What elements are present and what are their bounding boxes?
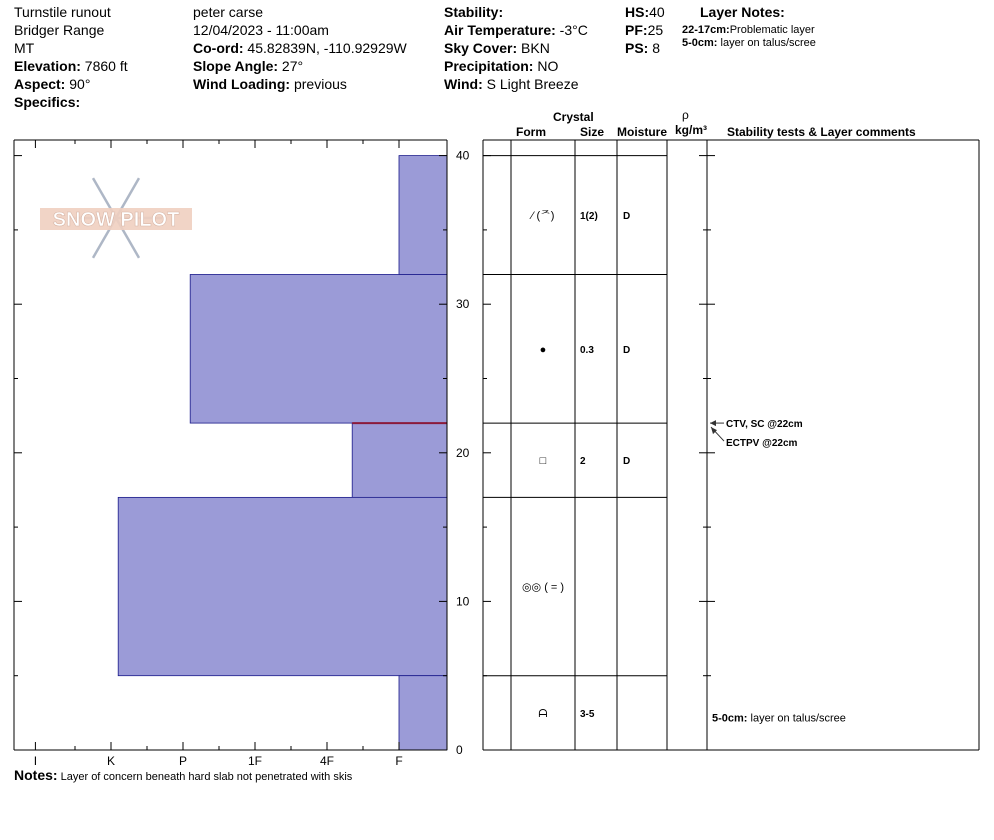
range-name: Bridger Range xyxy=(14,22,105,38)
y-tick-label: 20 xyxy=(456,445,470,460)
x-tick-label: P xyxy=(178,754,188,768)
hs-value: 40 xyxy=(649,4,665,20)
elevation-label: Elevation: xyxy=(14,58,81,74)
slope-value: 27° xyxy=(278,58,304,74)
observer-name: peter carse xyxy=(193,4,264,20)
layer-notes-title: Layer Notes: xyxy=(700,4,785,20)
wind-loading-label: Wind Loading: xyxy=(193,76,291,92)
crystal-header: Crystal xyxy=(553,110,594,124)
grain-size: 3-5 xyxy=(580,708,595,720)
stability-header: Stability tests & Layer comments xyxy=(727,125,916,139)
grain-form-symbol: ◎◎ ( = ) xyxy=(521,581,565,594)
layer-note-2-text: layer on talus/scree xyxy=(717,37,816,49)
y-tick-label: 0 xyxy=(456,743,463,757)
wind-loading-value: previous xyxy=(290,76,347,92)
grain-size: 1(2) xyxy=(580,211,598,223)
y-tick-label: 10 xyxy=(456,594,470,609)
y-tick-label: 40 xyxy=(456,148,470,163)
notes-text: Layer of concern beneath hard slab not penetrated with skis xyxy=(57,771,353,783)
logo-text: SNOW PILOT xyxy=(52,209,180,231)
pf-label: PF: xyxy=(625,22,648,38)
x-tick-label: F xyxy=(395,754,403,768)
precip-value: NO xyxy=(533,58,559,74)
precip-label: Precipitation: xyxy=(444,58,534,74)
pf-value: 25 xyxy=(647,22,664,38)
layer-comment-range: 5-0cm: xyxy=(712,712,748,725)
x-tick-label: I xyxy=(33,754,38,768)
air-temp-label: Air Temperature: xyxy=(444,22,556,38)
layer-note-1-text: Problematic layer xyxy=(729,24,815,36)
wind-label: Wind: xyxy=(444,76,483,92)
moisture-value: D xyxy=(623,456,631,468)
ps-label: PS: xyxy=(625,40,649,56)
stability-test-label: ECTPV @22cm xyxy=(726,438,798,450)
layer-note-2-range: 5-0cm: xyxy=(682,37,718,49)
stability-label: Stability: xyxy=(444,4,504,20)
x-tick-label: K xyxy=(106,754,116,768)
rho-header: ρ xyxy=(682,108,689,122)
elevation-value: 7860 ft xyxy=(80,58,128,74)
grain-size: 0.3 xyxy=(580,344,594,356)
density-unit-header: kg/m³ xyxy=(675,123,708,137)
layer-note-1-range: 22-17cm: xyxy=(682,24,730,36)
wind-value: S Light Breeze xyxy=(482,76,579,92)
x-tick-label: 4F xyxy=(319,754,335,768)
air-temp-value: -3°C xyxy=(555,22,588,38)
sky-value: BKN xyxy=(517,40,550,56)
observation-datetime: 12/04/2023 - 11:00am xyxy=(193,22,329,38)
location-name: Turnstile runout xyxy=(14,4,111,20)
coord-label: Co-ord: xyxy=(193,40,244,56)
moisture-value: D xyxy=(623,344,631,356)
size-header: Size xyxy=(580,125,605,139)
grain-form-symbol: ⁄ (ᄌ) xyxy=(531,210,555,223)
x-tick-label: 1F xyxy=(247,754,263,768)
sky-label: Sky Cover: xyxy=(444,40,518,56)
arrowhead-icon xyxy=(710,420,716,426)
state-name: MT xyxy=(14,40,35,56)
coord-value: 45.82839N, -110.92929W xyxy=(243,40,407,56)
grain-form-symbol: ● xyxy=(539,343,547,356)
grain-form-symbol: □ xyxy=(539,455,547,468)
specifics-label: Specifics: xyxy=(14,94,81,110)
grain-form-symbol: ᗩ xyxy=(538,707,548,720)
stability-test-label: CTV, SC @22cm xyxy=(726,419,803,431)
moisture-value: D xyxy=(623,211,631,223)
notes-field xyxy=(14,766,352,784)
form-header: Form xyxy=(516,125,546,139)
notes-label: Notes: xyxy=(14,767,58,783)
grain-size: 2 xyxy=(580,456,586,468)
aspect-label: Aspect: xyxy=(14,76,66,92)
layer-comment xyxy=(712,712,846,724)
ps-value: 8 xyxy=(648,40,661,56)
y-tick-label: 30 xyxy=(456,297,470,312)
layer-comment-text: layer on talus/scree xyxy=(747,712,846,725)
hs-label: HS: xyxy=(625,4,650,20)
aspect-value: 90° xyxy=(65,76,91,92)
slope-label: Slope Angle: xyxy=(193,58,279,74)
moisture-header: Moisture xyxy=(617,125,668,139)
